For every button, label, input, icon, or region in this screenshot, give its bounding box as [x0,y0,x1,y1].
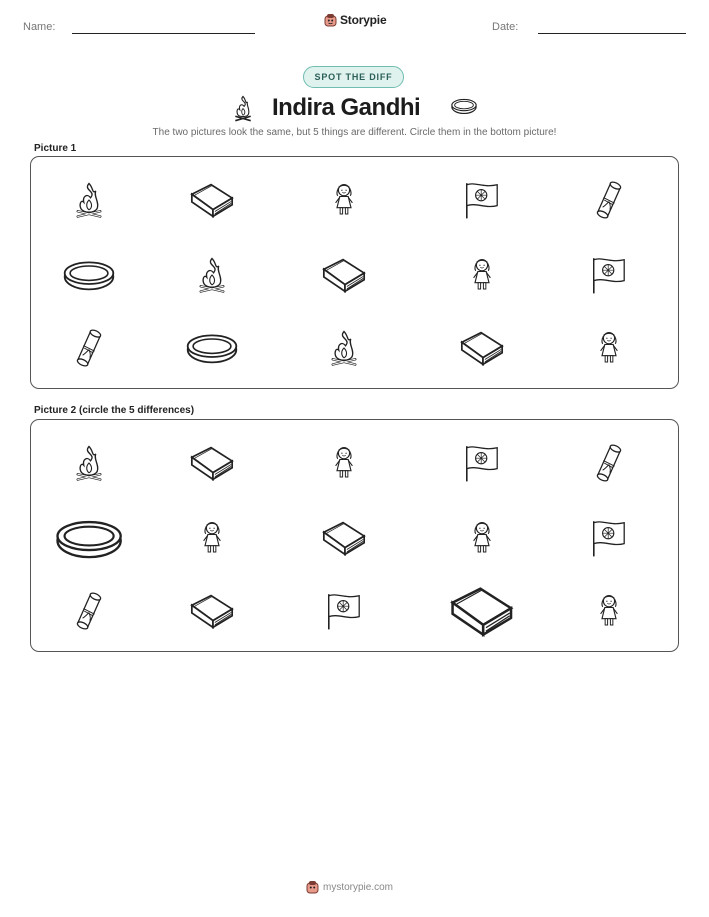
book-icon[interactable] [188,443,236,483]
picture-1-label: Picture 1 [34,143,77,154]
storypie-mascot-icon [306,880,319,894]
scroll-icon [73,325,105,371]
instructions: The two pictures look the same, but 5 things are different. Circle them in the bottom picture! [152,127,557,138]
book-icon [188,180,236,220]
book-icon [458,328,506,368]
name-field-line[interactable] [72,33,255,34]
picture-1-panel [30,156,679,389]
fire-icon [197,253,227,297]
doll-icon [468,254,496,296]
storypie-logo [324,13,386,27]
storypie-mascot-icon [324,13,337,27]
doll-icon[interactable] [595,590,623,632]
spot-the-diff-badge [303,66,404,88]
fire-icon [74,178,104,222]
scroll-icon[interactable] [593,440,625,486]
fire-icon [232,94,254,127]
book-icon[interactable] [320,518,368,558]
date-field-line[interactable] [538,33,686,34]
fire-icon[interactable] [74,441,104,485]
title-row [0,92,709,124]
book-icon [320,255,368,295]
flag-icon[interactable] [324,589,364,633]
flag-icon[interactable] [462,441,502,485]
flag-icon [589,253,629,297]
fire-icon [329,326,359,370]
ring-icon [185,330,239,366]
book-icon[interactable] [447,582,517,640]
brand-name: Storypie [340,13,387,27]
picture-2-label: Picture 2 (circle the 5 differences) [34,405,195,416]
doll-icon[interactable] [468,517,496,559]
doll-icon [595,327,623,369]
page-title: Indira Gandhi [272,94,421,121]
ring-icon [62,257,116,293]
picture-2-panel[interactable] [30,419,679,652]
book-icon[interactable] [188,591,236,631]
flag-icon[interactable] [589,516,629,560]
doll-icon[interactable] [330,442,358,484]
ring-icon [450,95,478,122]
name-label: Name: [23,21,56,33]
scroll-icon[interactable] [73,588,105,634]
flag-icon [462,178,502,222]
badge-text: SPOT THE DIFF [314,72,393,82]
date-label: Date: [492,21,519,33]
footer-url: mystorypie.com [323,881,394,893]
ring-icon[interactable] [54,515,124,562]
footer [306,880,393,894]
doll-icon[interactable] [198,517,226,559]
doll-icon [330,179,358,221]
scroll-icon [593,177,625,223]
